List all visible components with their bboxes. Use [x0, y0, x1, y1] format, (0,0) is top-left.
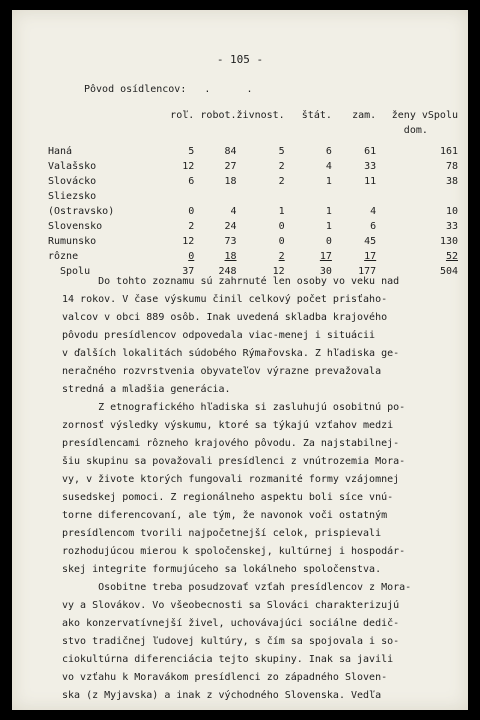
settlers-origin-table	[48, 108, 458, 279]
document-page	[12, 10, 468, 710]
cell: 2	[278, 161, 285, 172]
cell: 4	[230, 206, 237, 217]
cell: 18	[224, 176, 237, 187]
table-row	[48, 174, 458, 189]
col-header: ženy v dom.	[391, 110, 428, 136]
cell: 504	[439, 266, 458, 277]
cell: 11	[364, 176, 377, 187]
text-line: zornosť výsledky výskumu, ktoré sa týkajú vzťahov medzi	[62, 420, 394, 431]
text-line: susedskej pomoci. Z regionálneho aspektu boli síce vnú-	[62, 492, 394, 503]
text-line: presídlencom tvorili najpočetnejší celok, prispievali	[62, 528, 382, 539]
cell: 33	[364, 161, 377, 172]
cell: 2	[278, 176, 285, 187]
text-line: vy a Slovákov. Vo všeobecnosti sa Slováci charakterizujú	[62, 600, 400, 611]
text-line: vy, v živote ktorých fungovali rozmanité formy vzájomnej	[62, 474, 400, 485]
cell: 2	[278, 251, 285, 262]
cell: 1	[278, 206, 285, 217]
cell: 17	[364, 251, 377, 262]
cell: 84	[224, 146, 237, 157]
cell: 0	[188, 206, 195, 217]
cell: 45	[364, 236, 377, 247]
text-line: torne diferencovaní, ale tým, že navonok voči ostatným	[62, 510, 388, 521]
text-line: ciokultúrna diferenciácia tejto skupiny. Inak sa javili	[62, 654, 394, 665]
page-number: - 105 -	[216, 53, 264, 66]
cell: 24	[224, 221, 237, 232]
cell: 6	[325, 146, 332, 157]
row-label: Valašsko	[48, 161, 97, 172]
cell: 73	[224, 236, 237, 247]
col-header: zam.	[352, 110, 377, 121]
cell: 1	[325, 221, 332, 232]
cell: 4	[325, 161, 332, 172]
cell: 33	[445, 221, 458, 232]
table-row	[48, 219, 458, 234]
text-line: ako konzervatívnejší živel, uchovávajúci sociálne dedič-	[62, 618, 400, 629]
cell: 6	[370, 221, 377, 232]
cell: 177	[358, 266, 377, 277]
text-line: vo vzťahu k Moravákom presídlenci zo západného Sloven-	[62, 672, 388, 683]
row-label: Rumunsko	[48, 236, 97, 247]
cell: 38	[445, 176, 458, 187]
row-label: Haná	[48, 146, 73, 157]
cell: 17	[319, 251, 332, 262]
table-row	[48, 189, 458, 219]
cell: 27	[224, 161, 237, 172]
cell: 130	[439, 236, 458, 247]
cell: 6	[188, 176, 195, 187]
col-header: roľ.	[170, 110, 195, 121]
text-line: 14 rokov. V čase výskumu činil celkový počet prisťaho-	[62, 294, 388, 305]
col-header: štát.	[301, 110, 332, 121]
row-label: rôzne	[48, 251, 79, 262]
body-text	[62, 273, 442, 705]
cell: 1	[325, 176, 332, 187]
text-line: šiu skupinu sa považovali presídlenci z vnútrozemia Mora-	[62, 456, 406, 467]
cell: 10	[445, 206, 458, 217]
row-label: Spolu	[60, 266, 91, 277]
text-line: skej integrite formujúceho sa lokálneho spoločenstva.	[62, 564, 382, 575]
row-label: Slovácko	[48, 176, 97, 187]
text-line: valcov v obci 889 osôb. Inak uvedená skladba krajového	[62, 312, 388, 323]
cell: 12	[182, 161, 195, 172]
row-label: Sliezsko (Ostravsko)	[48, 191, 115, 217]
text-line: stredná a mladšia generácia.	[62, 384, 231, 395]
col-header: živnost.	[236, 110, 285, 121]
cell: 78	[445, 161, 458, 172]
text-line: ska (z Myjavska) a inak z východného Slovenska. Vedľa	[62, 690, 382, 701]
text-line: Do tohto zoznamu sú zahrnuté len osoby vo veku nad	[62, 276, 400, 287]
cell: 0	[278, 221, 285, 232]
text-line: stvo tradičnej ľudovej kultúry, s čím sa spojovala i so-	[62, 636, 400, 647]
table-row	[48, 144, 458, 159]
table-header-row	[48, 108, 458, 138]
cell: 0	[278, 236, 285, 247]
cell: 4	[370, 206, 377, 217]
table-row	[48, 159, 458, 174]
text-line: Osobitne treba posudzovať vzťah presídlencov z Mora-	[62, 582, 412, 593]
cell: 5	[188, 146, 195, 157]
cell: 5	[278, 146, 285, 157]
table-row	[48, 234, 458, 249]
text-line: pôvodu presídlencov odpovedala viac-menej i situácii	[62, 330, 376, 341]
cell: 61	[364, 146, 377, 157]
text-line: v ďalších lokalitách súdobého Rýmařovska. Z hľadiska ge-	[62, 348, 400, 359]
table-row	[48, 249, 458, 264]
cell: 12	[272, 266, 285, 277]
cell: 52	[445, 251, 458, 262]
col-header: robot.	[200, 110, 237, 121]
text-line: rozhodujúcou mierou k spoločenskej, kultúrnej i hospodár-	[62, 546, 406, 557]
text-line: Z etnografického hľadiska si zasluhujú osobitnú po-	[62, 402, 406, 413]
cell: 30	[319, 266, 332, 277]
cell: 18	[224, 251, 237, 262]
text-line: presídlencami rôzneho krajového pôvodu. Za najstabilnej-	[62, 438, 400, 449]
cell: 1	[325, 206, 332, 217]
row-label: Slovensko	[48, 221, 103, 232]
cell: 248	[218, 266, 237, 277]
text-line: neračného rozvrstvenia obyvateľov výrazne prevažovala	[62, 366, 382, 377]
cell: 2	[188, 221, 195, 232]
cell: 12	[182, 236, 195, 247]
cell: 37	[182, 266, 195, 277]
col-header: Spolu	[427, 110, 458, 121]
table-title: Pôvod osídlencov: . .	[84, 84, 253, 95]
cell: 0	[325, 236, 332, 247]
cell: 0	[188, 251, 195, 262]
cell: 161	[439, 146, 458, 157]
